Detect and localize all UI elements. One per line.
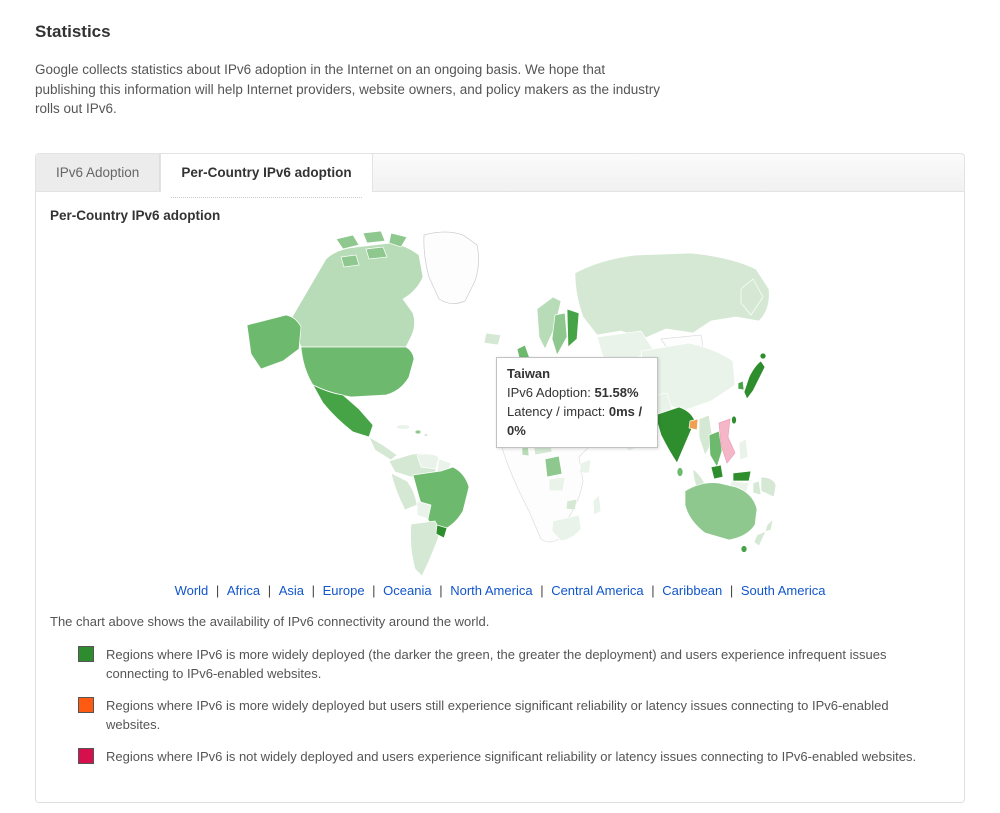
- region-central-america[interactable]: [369, 437, 397, 460]
- world-map-container: [50, 229, 950, 579]
- country-brazil[interactable]: [413, 467, 469, 531]
- country-new-zealand-south[interactable]: [754, 531, 766, 546]
- region-link-north-america[interactable]: North America: [450, 582, 533, 598]
- country-angola[interactable]: [549, 477, 565, 491]
- legend-swatch-2: [78, 748, 94, 764]
- legend-item-1: [78, 696, 950, 735]
- country-philippines[interactable]: [739, 439, 748, 460]
- legend-item-0: [78, 645, 950, 684]
- country-south-korea[interactable]: [738, 381, 744, 390]
- country-sri-lanka[interactable]: [677, 467, 683, 476]
- country-zimbabwe[interactable]: [566, 499, 577, 510]
- country-iceland[interactable]: [484, 333, 501, 345]
- island-hokkaido[interactable]: [760, 353, 766, 359]
- region-link-separator: |: [536, 582, 548, 598]
- island-sulawesi[interactable]: [753, 481, 761, 495]
- map-legend: [78, 645, 950, 767]
- region-link-africa[interactable]: Africa: [226, 582, 261, 598]
- region-gabon-congo[interactable]: [545, 456, 562, 477]
- tab-bar: [35, 153, 965, 191]
- region-east-africa[interactable]: [579, 459, 591, 473]
- country-hispaniola[interactable]: [415, 430, 421, 434]
- region-link-separator: |: [647, 582, 659, 598]
- country-puerto-rico[interactable]: [424, 433, 428, 436]
- region-links: [50, 583, 950, 598]
- legend-text-0: Regions where IPv6 is more widely deployed (the darker the green, the greater the deployment) and users experience infrequent issues connecting to IPv6-enabled websites.: [106, 646, 887, 681]
- region-link-europe[interactable]: Europe: [322, 582, 365, 598]
- country-finland[interactable]: [567, 309, 579, 347]
- country-india[interactable]: [655, 407, 695, 463]
- island-madagascar[interactable]: [593, 495, 601, 515]
- tab-per-country-ipv6-adoption[interactable]: Per-Country IPv6 adoption: [160, 154, 372, 192]
- region-link-separator: |: [264, 582, 275, 598]
- country-malaysia[interactable]: [711, 465, 723, 479]
- legend-item-2: [78, 747, 950, 767]
- legend-text-2: Regions where IPv6 is not widely deployed and users experience significant reliability or latency issues connecting to IPv6-enabled websites.: [106, 748, 917, 764]
- region-alaska[interactable]: [247, 315, 301, 369]
- country-japan[interactable]: [744, 361, 765, 399]
- region-link-asia[interactable]: Asia: [278, 582, 305, 598]
- region-link-separator: |: [435, 582, 447, 598]
- island-new-guinea[interactable]: [761, 477, 776, 497]
- region-link-separator: |: [368, 582, 380, 598]
- region-link-separator: |: [308, 582, 319, 598]
- legend-swatch-0: [78, 646, 94, 662]
- legend-swatch-1: [78, 697, 94, 713]
- page-title: Statistics: [35, 22, 111, 41]
- region-malaysia-borneo[interactable]: [733, 471, 751, 481]
- tooltip-adoption-value: 51.58%: [594, 384, 639, 400]
- country-sweden[interactable]: [552, 313, 567, 355]
- tooltip-latency-value: 0ms / 0%: [507, 403, 643, 438]
- intro-paragraph: Google collects statistics about IPv6 adoption in the Internet on an ongoing basis. We hope that publishing this information will help Internet providers, website owners, and policy makers as the industry rolls out IPv6.: [35, 62, 661, 116]
- country-russia[interactable]: [575, 253, 769, 339]
- chart-caption: The chart above shows the availability of IPv6 connectivity around the world.: [50, 613, 490, 629]
- region-link-caribbean[interactable]: Caribbean: [662, 582, 723, 598]
- map-tooltip: [496, 357, 658, 448]
- country-new-zealand-north[interactable]: [765, 519, 773, 532]
- region-link-separator: |: [212, 582, 223, 598]
- legend-text-1: Regions where IPv6 is more widely deployed but users still experience significant reliability or latency issues connecting to IPv6-enabled websites.: [106, 697, 889, 732]
- per-country-panel: [35, 191, 965, 804]
- region-link-oceania[interactable]: Oceania: [383, 582, 432, 598]
- country-argentina[interactable]: [411, 521, 439, 576]
- country-bangladesh[interactable]: [689, 419, 698, 430]
- country-peru[interactable]: [391, 473, 417, 510]
- country-taiwan[interactable]: [732, 416, 737, 424]
- tooltip-country: Taiwan: [507, 365, 551, 381]
- tooltip-latency-line: Latency / impact: 0ms / 0%: [507, 403, 643, 438]
- region-link-world[interactable]: World: [174, 582, 209, 598]
- tab-ipv6-adoption[interactable]: IPv6 Adoption: [36, 154, 160, 191]
- region-link-separator: |: [726, 582, 737, 598]
- tooltip-adoption-line: IPv6 Adoption: 51.58%: [507, 384, 639, 400]
- region-link-south-america[interactable]: South America: [740, 582, 826, 598]
- panel-heading: Per-Country IPv6 adoption: [50, 207, 221, 223]
- island-tasmania[interactable]: [741, 545, 747, 552]
- country-vietnam[interactable]: [719, 419, 735, 463]
- region-link-central-america[interactable]: Central America: [551, 582, 644, 598]
- country-greenland[interactable]: [424, 232, 479, 304]
- country-cuba[interactable]: [396, 424, 410, 428]
